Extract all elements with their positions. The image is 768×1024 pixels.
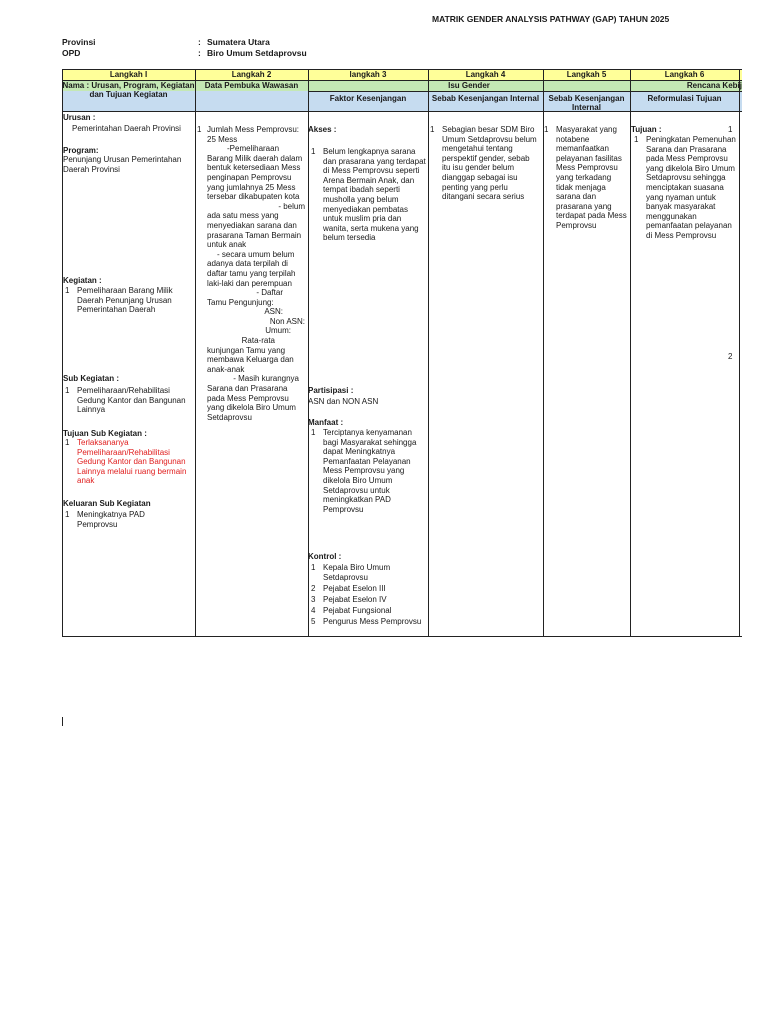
urusan-value: Pemerintahan Daerah Provinsi bbox=[72, 124, 181, 133]
grid-line bbox=[428, 69, 429, 637]
document-title: MATRIK GENDER ANALYSIS PATHWAY (GAP) TAHUN 2025 bbox=[432, 14, 670, 24]
urusan-label: Urusan : bbox=[63, 113, 96, 122]
kegiatan-label: Kegiatan : bbox=[63, 276, 102, 285]
kontrol-number: 1 bbox=[311, 563, 316, 572]
opd-label: OPD bbox=[62, 48, 81, 58]
provinsi-value: Sumatera Utara bbox=[207, 37, 270, 47]
tujuan-number: 1 bbox=[65, 438, 70, 447]
kegiatan-item bbox=[65, 286, 193, 315]
grid-line bbox=[308, 91, 742, 92]
gap-matrix-table bbox=[62, 69, 742, 637]
tujuan-sub-kegiatan-item bbox=[65, 438, 193, 486]
keluaran-item bbox=[65, 510, 193, 529]
partisipasi-label: Partisipasi : bbox=[308, 386, 354, 395]
data-line-daftar: - Daftar bbox=[256, 288, 283, 298]
tujuan-sub-kegiatan-value: Terlaksananya Pemeliharaan/Rehabilitasi Gedung Kantor dan Bangunan Lainnya melalui ruang bermain anak bbox=[77, 438, 187, 486]
isu-sebab-item bbox=[430, 125, 540, 202]
kontrol-number: 3 bbox=[311, 595, 316, 604]
manfaat-item bbox=[311, 428, 426, 514]
kontrol-text: Pejabat Eselon III bbox=[323, 584, 386, 593]
reformulasi-value: Peningkatan Pemenuhan Sarana dan Prasarana pada Mess Pemprovsu yang dikelola Biro Umum Setdaprovsu sehingga menciptakan suasana yang nyaman untuk banyak masyarakat menggunakan pemanfaatan pelayanan di Mess Pemprovsu bbox=[646, 135, 736, 240]
header-rencana: Rencana Kebij bbox=[686, 81, 742, 90]
kontrol-item bbox=[311, 606, 426, 616]
kontrol-item bbox=[311, 595, 426, 605]
header-nama: Nama : Urusan, Program, Kegiatan dan Tujuan Kegiatan bbox=[62, 81, 195, 99]
kegiatan-value: Pemeliharaan Barang Milik Daerah Penunjang Urusan Pemerintahan Daerah bbox=[77, 286, 173, 315]
grid-line bbox=[62, 636, 742, 637]
kontrol-text: Pejabat Eselon IV bbox=[323, 595, 387, 604]
tujuan-label: Tujuan : bbox=[631, 125, 662, 134]
provinsi-colon: : bbox=[198, 37, 201, 47]
data-line-masih: - Masih kurangnya bbox=[233, 374, 299, 384]
sebab-internal-item bbox=[544, 125, 630, 231]
rencana-number-2: 2 bbox=[728, 352, 733, 361]
grid-line bbox=[62, 111, 742, 112]
header-sebab-internal-2: Sebab Kesenjangan Internal bbox=[548, 94, 625, 112]
program-label: Program: bbox=[63, 146, 99, 155]
kontrol-text: Pejabat Fungsional bbox=[323, 606, 392, 615]
keluaran-label: Keluaran Sub Kegiatan bbox=[63, 499, 151, 508]
step-header-6: Langkah 6 bbox=[664, 70, 705, 79]
grid-line bbox=[630, 69, 631, 637]
akses-item bbox=[311, 147, 426, 243]
step-header-5: Langkah 5 bbox=[566, 70, 607, 79]
rencana-number-1: 1 bbox=[728, 125, 733, 134]
step-header-3: langkah 3 bbox=[349, 70, 387, 79]
header-sebab-internal: Sebab Kesenjangan Internal bbox=[431, 94, 540, 103]
data-line-non-asn: Non ASN: bbox=[269, 316, 305, 326]
data-line-secara-umum: - secara umum belum adanya data terpilah di daftar tamu yang terpilah laki-laki dan perempuan bbox=[207, 249, 296, 288]
akses-number: 1 bbox=[311, 147, 316, 156]
akses-value: Belum lengkapnya sarana dan prasarana yang terdapat di Mess Pemprovsu seperti Arena Bermain Anak, dan tempat ibadah seperti musholla yang belum menyediakan pembatas untuk muslim pria dan wanita, serta mukena yang belum tersedia bbox=[323, 147, 426, 243]
data-line-taman: ada satu mess yang menyediakan sarana dan prasarana Taman Bermain untuk anak bbox=[207, 211, 302, 250]
data-line-jumlah: Jumlah Mess Pemprovsu: 25 Mess bbox=[207, 125, 300, 144]
keluaran-value: Meningkatnya PAD Pemprovsu bbox=[77, 510, 145, 529]
header-faktor: Faktor Kesenjangan bbox=[329, 94, 407, 103]
kontrol-item bbox=[311, 563, 426, 582]
sub-kegiatan-item bbox=[65, 386, 193, 415]
provinsi-label: Provinsi bbox=[62, 37, 96, 47]
kegiatan-number: 1 bbox=[65, 286, 70, 295]
manfaat-number: 1 bbox=[311, 428, 316, 437]
data-line-umum: Umum: bbox=[265, 326, 291, 336]
step-header-4: Langkah 4 bbox=[465, 70, 506, 79]
akses-label: Akses : bbox=[308, 125, 337, 134]
kontrol-number: 4 bbox=[311, 606, 316, 615]
isu-sebab-number: 1 bbox=[430, 125, 435, 134]
data-pembuka-text bbox=[207, 125, 305, 422]
data-line-pemeliharaan: -Pemeliharaan Barang Milik daerah dalam bentuk ketersediaan Mess penginapan Pemprovsu yang jumlahnya 25 Mess tersebar dikabupaten kota bbox=[207, 144, 303, 202]
data-number: 1 bbox=[197, 125, 202, 134]
sub-kegiatan-label: Sub Kegiatan : bbox=[63, 374, 120, 383]
step-header-2: Langkah 2 bbox=[231, 70, 272, 79]
data-line-rata: Rata-rata bbox=[241, 336, 275, 346]
opd-value: Biro Umum Setdaprovsu bbox=[207, 48, 307, 58]
grid-line bbox=[739, 69, 740, 637]
data-line-asn: ASN: bbox=[264, 307, 283, 317]
grid-line bbox=[195, 69, 196, 637]
isu-sebab-value: Sebagian besar SDM Biro Umum Setdaprovsu belum mengetahui tentang perspektif gender, sebab itu isu gender belum dianggap sebagai isu penting yang perlu ditangani secara serius bbox=[442, 125, 537, 202]
kontrol-text: Pengurus Mess Pemprovsu bbox=[323, 617, 422, 626]
kontrol-item bbox=[311, 584, 426, 594]
sebab-internal-number: 1 bbox=[544, 125, 549, 134]
tujuan-sub-kegiatan-label: Tujuan Sub Kegiatan : bbox=[63, 429, 147, 438]
data-line-sarana: Sarana dan Prasarana pada Mess Pemprovsu yang dikelola Biro Umum Setdaprovsu bbox=[207, 384, 296, 422]
data-line-belum: - belum bbox=[278, 201, 305, 211]
sub-kegiatan-number: 1 bbox=[65, 386, 70, 395]
kontrol-item bbox=[311, 617, 426, 627]
reformulasi-number: 1 bbox=[634, 135, 639, 144]
kontrol-number: 2 bbox=[311, 584, 316, 593]
data-line-tamu: Tamu Pengunjung: bbox=[207, 297, 274, 307]
opd-colon: : bbox=[198, 48, 201, 58]
manfaat-value: Terciptanya kenyamanan bagi Masyarakat sehingga dapat Meningkatnya Pemanfaatan Pelayanan Mess Pemprovsu yang dikelola Biro Umum Setdaprovsu untuk meningkatkan PAD Pemprovsu bbox=[323, 428, 417, 514]
sebab-internal-value: Masyarakat yang notabene memanfaatkan pelayanan fasilitas Mess Pemprovsu yang terkadang tidak menjaga sarana dan prasarana yang terdapat pada Mess Pemprovsu bbox=[556, 125, 627, 230]
reformulasi-item bbox=[634, 135, 737, 241]
kontrol-label: Kontrol : bbox=[308, 552, 342, 561]
kontrol-number: 5 bbox=[311, 617, 316, 626]
sub-kegiatan-value: Pemeliharaan/Rehabilitasi Gedung Kantor dan Bangunan Lainnya bbox=[77, 386, 186, 415]
keluaran-number: 1 bbox=[65, 510, 70, 519]
data-line-kunjungan: kunjungan Tamu yang membawa Keluarga dan anak-anak bbox=[207, 345, 294, 374]
header-isu-gender: Isu Gender bbox=[448, 81, 490, 90]
partisipasi-value: ASN dan NON ASN bbox=[308, 397, 379, 406]
text-cursor bbox=[62, 717, 63, 726]
manfaat-label: Manfaat : bbox=[308, 418, 344, 427]
header-data-pembuka: Data Pembuka Wawasan bbox=[204, 81, 299, 90]
program-value: Penunjang Urusan Pemerintahan Daerah Provinsi bbox=[63, 155, 182, 174]
step-header-1: Langkah I bbox=[109, 70, 148, 79]
kontrol-text: Kepala Biro Umum Setdaprovsu bbox=[323, 563, 391, 582]
header-reformulasi: Reformulasi Tujuan bbox=[647, 94, 722, 103]
